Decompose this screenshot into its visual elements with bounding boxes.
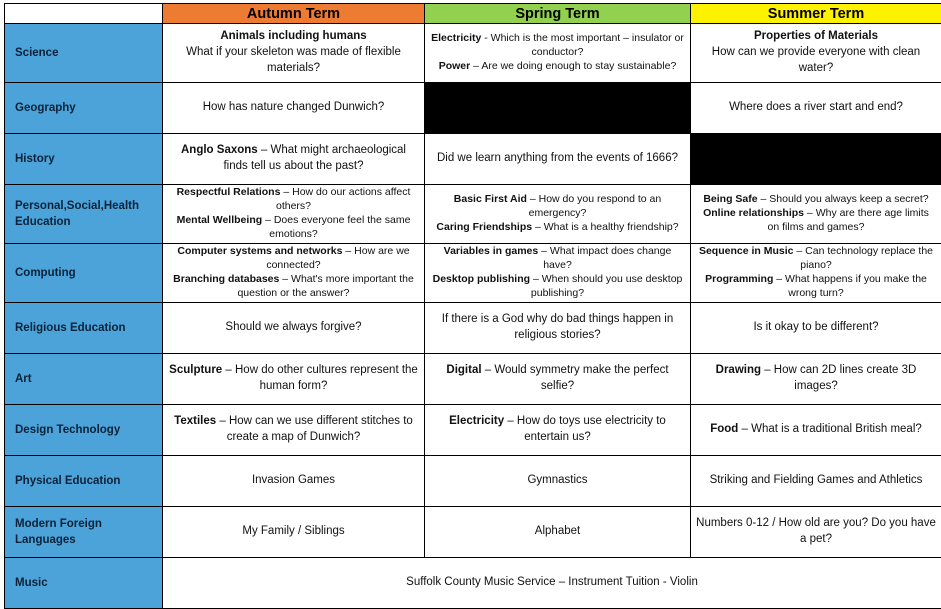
header-summer-term: Summer Term (691, 4, 941, 23)
summer-topic-cell (691, 405, 941, 455)
topic-paragraph (168, 245, 419, 273)
subject-label: Science (5, 24, 162, 82)
topic-heading: Being Safe (703, 193, 758, 206)
topic-paragraph (168, 100, 419, 116)
header-autumn-term: Autumn Term (163, 4, 424, 23)
topic-question: If there is a God why do bad things happen in religious stories? (441, 313, 674, 341)
spring-topic-cell (425, 456, 690, 506)
topic-heading: Basic First Aid (453, 193, 527, 206)
autumn-topic-cell (163, 456, 424, 506)
topic-question: Where does a river start and end? (729, 101, 903, 114)
topic-heading: Drawing (715, 364, 762, 377)
topic-paragraph (430, 414, 685, 446)
subject-label: Design Technology (5, 405, 162, 455)
topic-question: – Why are there age limits on films and games? (767, 207, 929, 233)
topic-question: – What happens if you make the wrong turn? (773, 273, 927, 299)
topic-paragraph (696, 320, 936, 336)
topic-paragraph (696, 516, 936, 548)
topic-question: – How do you respond to an emergency? (526, 193, 662, 220)
topic-paragraph (430, 273, 685, 301)
topic-paragraph (696, 45, 936, 77)
topic-heading: Desktop publishing (432, 273, 531, 285)
topic-question: – Are we doing enough to stay sustainable? (470, 59, 677, 72)
summer-topic-cell (691, 456, 941, 506)
spring-topic-cell (425, 507, 690, 557)
topic-heading: Programming (705, 273, 774, 285)
topic-paragraph (168, 363, 419, 395)
spring-topic-cell (425, 244, 690, 302)
subject-label: Art (5, 354, 162, 404)
summer-topic-cell (691, 354, 941, 404)
autumn-topic-cell (163, 244, 424, 302)
autumn-topic-cell (163, 303, 424, 353)
topic-paragraph (430, 193, 685, 221)
topic-paragraph (168, 186, 419, 214)
topic-paragraph (696, 207, 936, 235)
topic-heading: Anglo Saxons (181, 144, 258, 157)
blocked-cell (691, 134, 941, 184)
topic-question: - Which is the most important – insulator or conductor? (481, 32, 684, 59)
spring-topic-cell (425, 185, 690, 243)
topic-paragraph (168, 214, 419, 242)
header-spring-term: Spring Term (425, 4, 690, 23)
topic-paragraph (168, 473, 419, 489)
topic-heading: Sculpture (169, 364, 223, 377)
topic-heading: Food (710, 423, 739, 436)
topic-paragraph (696, 422, 936, 438)
summer-topic-cell (691, 244, 941, 302)
topic-paragraph (430, 524, 685, 540)
topic-paragraph (168, 524, 419, 540)
topic-heading: Respectful Relations (176, 186, 281, 199)
topic-question: Gymnastics (527, 474, 588, 487)
topic-paragraph (696, 363, 936, 395)
autumn-topic-cell (163, 24, 424, 82)
topic-question: – How can 2D lines create 3D images? (761, 364, 917, 392)
topic-question: – Can technology replace the piano? (793, 245, 934, 272)
autumn-topic-cell (163, 405, 424, 455)
spring-topic-cell (425, 354, 690, 404)
topic-paragraph (696, 473, 936, 489)
topic-paragraph (430, 32, 685, 60)
topic-question: – Would symmetry make the perfect selfie? (481, 364, 669, 392)
topic-heading: Online relationships (703, 207, 805, 220)
topic-paragraph (696, 245, 936, 273)
topic-question: – Should you always keep a secret? (757, 193, 929, 206)
topic-question: – Does everyone feel the same emotions? (262, 214, 411, 240)
topic-question: – What impact does change have? (538, 245, 672, 272)
autumn-topic-cell (163, 507, 424, 557)
topic-question: Numbers 0-12 / How old are you? Do you have a pet? (696, 517, 936, 545)
subject-label: Music (5, 558, 162, 608)
topic-question: – What is a traditional British meal? (738, 423, 922, 436)
subject-label: Personal,Social,Health Education (5, 185, 162, 243)
topic-question: – How do toys use electricity to entertain us? (504, 415, 666, 443)
topic-question: – What might archaeological finds tell us about the past? (223, 144, 406, 172)
topic-heading: Variables in games (443, 245, 539, 258)
topic-question: – When should you use desktop publishing? (530, 273, 683, 299)
summer-topic-cell (691, 507, 941, 557)
topic-question: Striking and Fielding Games and Athletics (709, 474, 923, 487)
topic-paragraph (168, 45, 419, 77)
autumn-topic-cell (163, 83, 424, 133)
topic-heading: Digital (446, 364, 482, 377)
spring-topic-cell (425, 24, 690, 82)
corner-cell (5, 4, 162, 23)
topic-question: What if your skeleton was made of flexible materials? (186, 46, 401, 74)
topic-paragraph (430, 221, 685, 235)
topic-heading: Mental Wellbeing (176, 214, 263, 226)
topic-paragraph (168, 143, 419, 175)
all-year-cell: Suffolk County Music Service – Instrument Tuition - Violin (163, 558, 941, 608)
topic-question: – How are we connected? (266, 245, 410, 272)
topic-question: How has nature changed Dunwich? (202, 101, 385, 114)
topic-paragraph (696, 29, 936, 45)
topic-question: Did we learn anything from the events of 1666? (436, 152, 678, 165)
topic-heading: Properties of Materials (754, 30, 878, 43)
subject-label: Religious Education (5, 303, 162, 353)
topic-question: Should we always forgive? (225, 321, 362, 334)
topic-paragraph (696, 100, 936, 116)
topic-question: How can we provide everyone with clean water? (711, 46, 921, 74)
subject-label: History (5, 134, 162, 184)
topic-heading: Electricity (431, 32, 482, 45)
topic-question: Invasion Games (251, 474, 336, 487)
topic-paragraph (168, 273, 419, 301)
spring-topic-cell (425, 405, 690, 455)
topic-heading: Textiles (174, 415, 217, 428)
topic-heading: Electricity (449, 415, 505, 428)
topic-heading: Power (438, 59, 471, 72)
topic-question: – What's more important the question or the answer? (237, 273, 414, 299)
topic-heading: Computer systems and networks (177, 245, 343, 258)
subject-label: Modern Foreign Languages (5, 507, 162, 557)
topic-paragraph (430, 473, 685, 489)
spring-topic-cell (425, 134, 690, 184)
topic-question: – How do other cultures represent the human form? (222, 364, 418, 392)
subject-label: Physical Education (5, 456, 162, 506)
topic-question: Is it okay to be different? (753, 321, 879, 334)
topic-paragraph (168, 320, 419, 336)
summer-topic-cell (691, 185, 941, 243)
topic-paragraph (430, 245, 685, 273)
topic-heading: Caring Friendships (436, 220, 533, 233)
topic-question: – What is a healthy friendship? (532, 220, 679, 233)
autumn-topic-cell (163, 134, 424, 184)
topic-paragraph (696, 273, 936, 301)
summer-topic-cell (691, 303, 941, 353)
topic-paragraph (696, 193, 936, 207)
topic-question: Alphabet (534, 525, 581, 538)
subject-label: Geography (5, 83, 162, 133)
summer-topic-cell (691, 83, 941, 133)
blocked-cell (425, 83, 690, 133)
topic-heading: Animals including humans (220, 30, 367, 43)
topic-paragraph (430, 312, 685, 344)
autumn-topic-cell (163, 185, 424, 243)
curriculum-table (4, 3, 941, 609)
topic-paragraph (430, 151, 685, 167)
subject-label: Computing (5, 244, 162, 302)
topic-question: – How do our actions affect others? (275, 186, 411, 213)
topic-paragraph (168, 414, 419, 446)
summer-topic-cell (691, 24, 941, 82)
topic-paragraph (430, 60, 685, 74)
topic-paragraph (430, 363, 685, 395)
spring-topic-cell (425, 303, 690, 353)
topic-paragraph (168, 29, 419, 45)
topic-question: – How can we use different stitches to create a map of Dunwich? (216, 415, 413, 443)
topic-heading: Branching databases (173, 273, 280, 285)
topic-heading: Sequence in Music (698, 245, 794, 258)
autumn-topic-cell (163, 354, 424, 404)
topic-question: My Family / Siblings (242, 525, 345, 538)
